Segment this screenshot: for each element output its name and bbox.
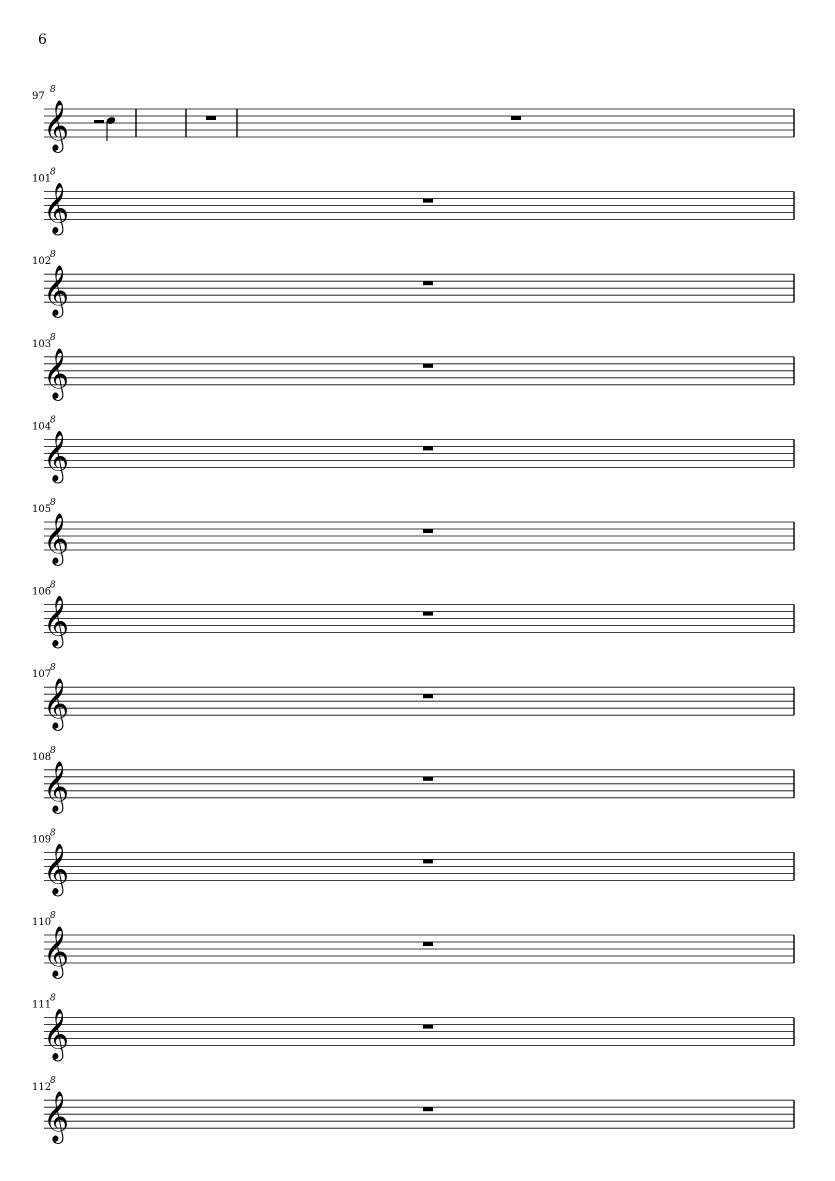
whole-rest	[423, 364, 433, 368]
treble-clef-icon: 𝄞	[43, 595, 70, 647]
treble-clef-icon: 𝄞	[43, 265, 70, 317]
octave-8-mark: 8	[50, 167, 56, 178]
measure-number: 104	[32, 421, 52, 433]
measure-number: 101	[32, 173, 52, 185]
page-number: 6	[38, 32, 47, 48]
staff-system	[32, 333, 794, 401]
treble-clef-icon: 𝄞	[43, 347, 70, 399]
whole-rest	[423, 281, 433, 285]
octave-8-mark: 8	[50, 580, 56, 591]
treble-clef-icon: 𝄞	[43, 513, 70, 564]
whole-rest	[423, 529, 433, 533]
treble-clef-icon: 𝄞	[43, 182, 70, 234]
measure-number: 109	[32, 834, 52, 846]
treble-clef-icon: 𝄞	[43, 100, 70, 151]
staff-system	[32, 498, 794, 566]
octave-8-mark: 8	[50, 250, 56, 261]
octave-8-mark: 8	[50, 911, 56, 921]
measure-number: 102	[32, 256, 52, 268]
whole-rest	[423, 777, 433, 781]
staff-system	[32, 415, 794, 483]
whole-rest	[206, 116, 216, 120]
treble-clef-icon: 𝄞	[43, 1008, 70, 1060]
whole-rest	[423, 446, 433, 450]
octave-8-mark: 8	[50, 332, 56, 343]
octave-8-mark: 8	[50, 85, 56, 95]
staff-system	[32, 85, 794, 153]
whole-rest	[423, 199, 433, 203]
staff-system	[32, 994, 794, 1062]
measure-number: 107	[32, 669, 52, 681]
staff-system	[32, 168, 794, 236]
treble-clef-icon: 𝄞	[43, 926, 70, 977]
octave-8-mark: 8	[50, 1076, 56, 1087]
octave-8-mark: 8	[50, 663, 56, 674]
staff-system	[32, 581, 794, 649]
measure-number: 106	[32, 586, 52, 598]
octave-8-mark: 8	[50, 415, 56, 426]
measure-number: 111	[32, 999, 52, 1011]
measure-number: 110	[32, 917, 52, 928]
octave-8-mark: 8	[50, 993, 56, 1004]
treble-clef-icon: 𝄞	[43, 1091, 70, 1143]
whole-rest	[511, 116, 521, 120]
whole-rest	[423, 1025, 433, 1029]
half-rest	[94, 120, 104, 123]
whole-rest	[423, 859, 433, 863]
measure-number: 112	[32, 1082, 52, 1094]
staff-system	[32, 911, 794, 979]
octave-8-mark: 8	[50, 745, 56, 756]
measure-number: 108	[32, 751, 52, 763]
staff-system	[32, 746, 794, 814]
whole-rest	[423, 612, 433, 616]
octave-8-mark: 8	[50, 498, 56, 508]
treble-clef-icon: 𝄞	[43, 430, 70, 482]
staff-system	[32, 1076, 794, 1144]
treble-clef-icon: 𝄞	[43, 760, 70, 812]
staff-system	[32, 250, 794, 318]
octave-8-mark: 8	[50, 828, 56, 839]
measure-number: 105	[32, 504, 52, 515]
treble-clef-icon: 𝄞	[43, 843, 70, 895]
whole-rest	[423, 1107, 433, 1111]
staff-system	[32, 663, 794, 731]
measure-number: 97	[32, 91, 45, 102]
treble-clef-icon: 𝄞	[43, 678, 70, 730]
staff-system	[32, 828, 794, 896]
whole-rest	[423, 942, 433, 946]
measure-number: 103	[32, 338, 52, 350]
whole-rest	[423, 694, 433, 698]
